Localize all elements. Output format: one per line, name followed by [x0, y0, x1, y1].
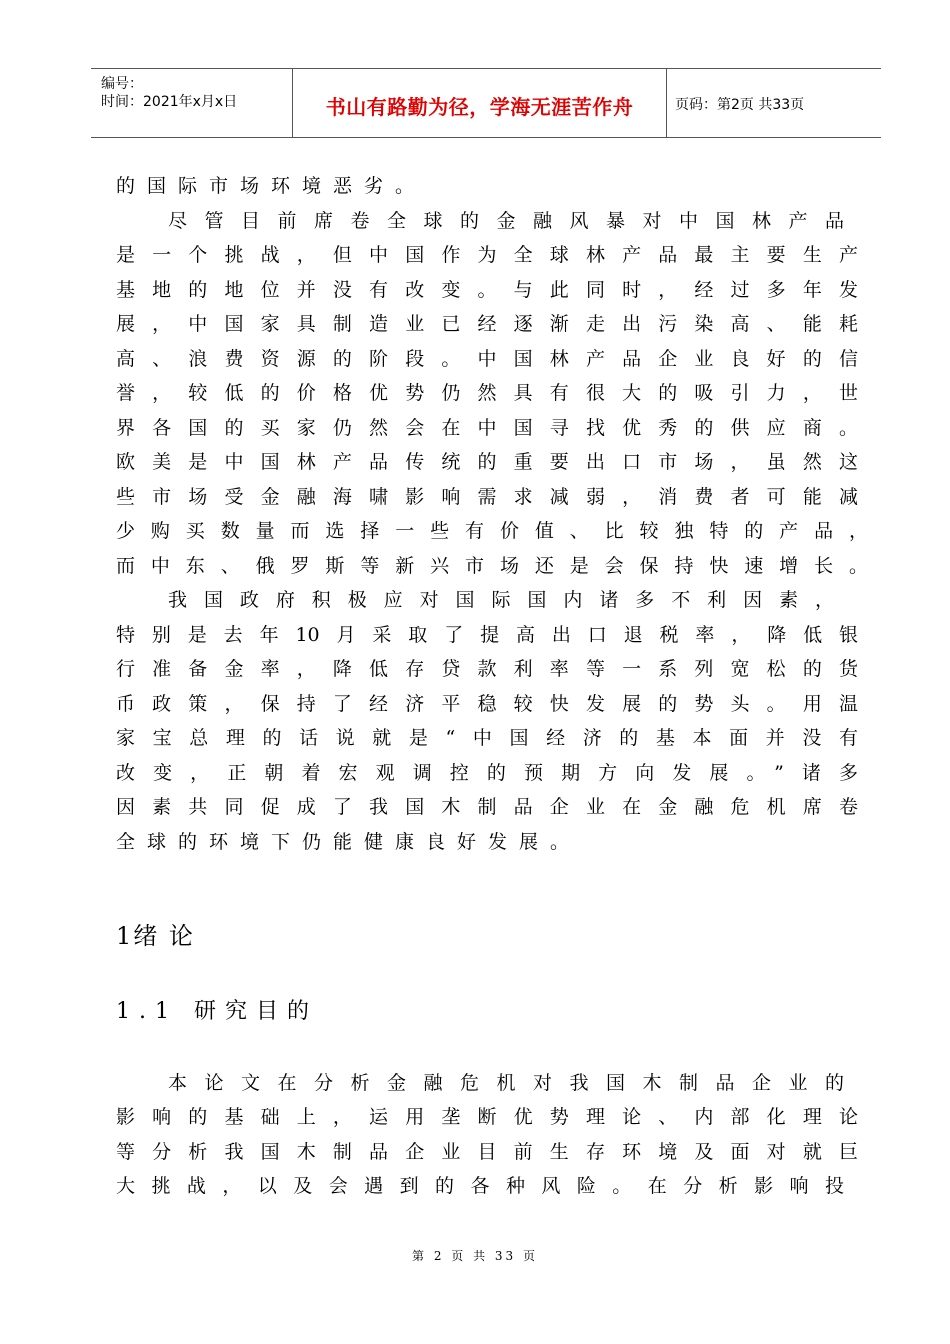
body-line: 的国际市场环境恶劣。: [116, 175, 427, 197]
body-line: 特别是去年10月采取了提高出口退税率，降低银: [116, 624, 858, 646]
body-line: 币政策，保持了经济平稳较快发展的势头。用温: [116, 693, 858, 715]
body-line: 因素共同促成了我国木制品企业在金融危机席卷: [116, 796, 858, 818]
header-page-cell: [667, 69, 881, 137]
body-line: 行准备金率，降低存贷款利率等一系列宽松的货: [116, 658, 858, 680]
body-line: 誉，较低的价格优势仍然具有很大的吸引力，世: [116, 382, 858, 404]
section-line: 等分析我国木制品企业目前生存环境及面对就巨: [116, 1141, 858, 1163]
body-line: 而中东、俄罗斯等新兴市场还是会保持快速增长。: [116, 555, 868, 577]
page-header: [91, 68, 881, 138]
body-line: 我国政府积极应对国际国内诸多不利因素，: [168, 589, 834, 611]
section-line: 影响的基础上，运用垄断优势理论、内部化理论: [116, 1106, 858, 1128]
body-line: 是一个挑战，但中国作为全球林产品最主要生产: [116, 244, 858, 266]
body-line: 改变，正朝着宏观调控的预期方向发展。”诸多: [116, 762, 858, 784]
body-line: 全球的环境下仍能健康良好发展。: [116, 831, 582, 853]
body-line: 家宝总理的话说就是“中国经济的基本面并没有: [116, 727, 858, 749]
body-line: 少购买数量而选择一些有价值、比较独特的产品，: [116, 520, 868, 542]
body-line: 尽管目前席卷全球的金融风暴对中国林产品: [168, 210, 844, 232]
header-motto: 书山有路勤为径，学海无涯苦作舟: [325, 95, 634, 119]
section-line: 大挑战，以及会遇到的各种风险。在分析影响投: [116, 1175, 844, 1197]
body-line: 欧美是中国林产品传统的重要出口市场，虽然这: [116, 451, 858, 473]
section-line: 本论文在分析金融危机对我国木制品企业的: [168, 1072, 844, 1094]
body-line: 基地的地位并没有改变。与此同时，经过多年发: [116, 279, 858, 301]
section-heading: 1.1 研究目的: [116, 999, 318, 1024]
header-motto-cell: [292, 69, 667, 137]
doc-code-label: 编号：: [101, 76, 143, 92]
body-line: 界各国的买家仍然会在中国寻找优秀的供应商。: [116, 417, 858, 439]
header-page-info: 页码：第2页 共33页: [675, 97, 805, 113]
header-info-cell: [91, 69, 291, 137]
page-footer: 第 2 页 共 33 页: [412, 1249, 538, 1263]
body-line: 些市场受金融海啸影响需求减弱，消费者可能减: [116, 486, 858, 508]
body-line: 展，中国家具制造业已经逐渐走出污染高、能耗: [116, 313, 858, 335]
body-line: 高、浪费资源的阶段。中国林产品企业良好的信: [116, 348, 858, 370]
doc-time: 时间：2021年x月x日: [101, 94, 238, 110]
chapter-heading: 1绪 论: [116, 922, 195, 950]
